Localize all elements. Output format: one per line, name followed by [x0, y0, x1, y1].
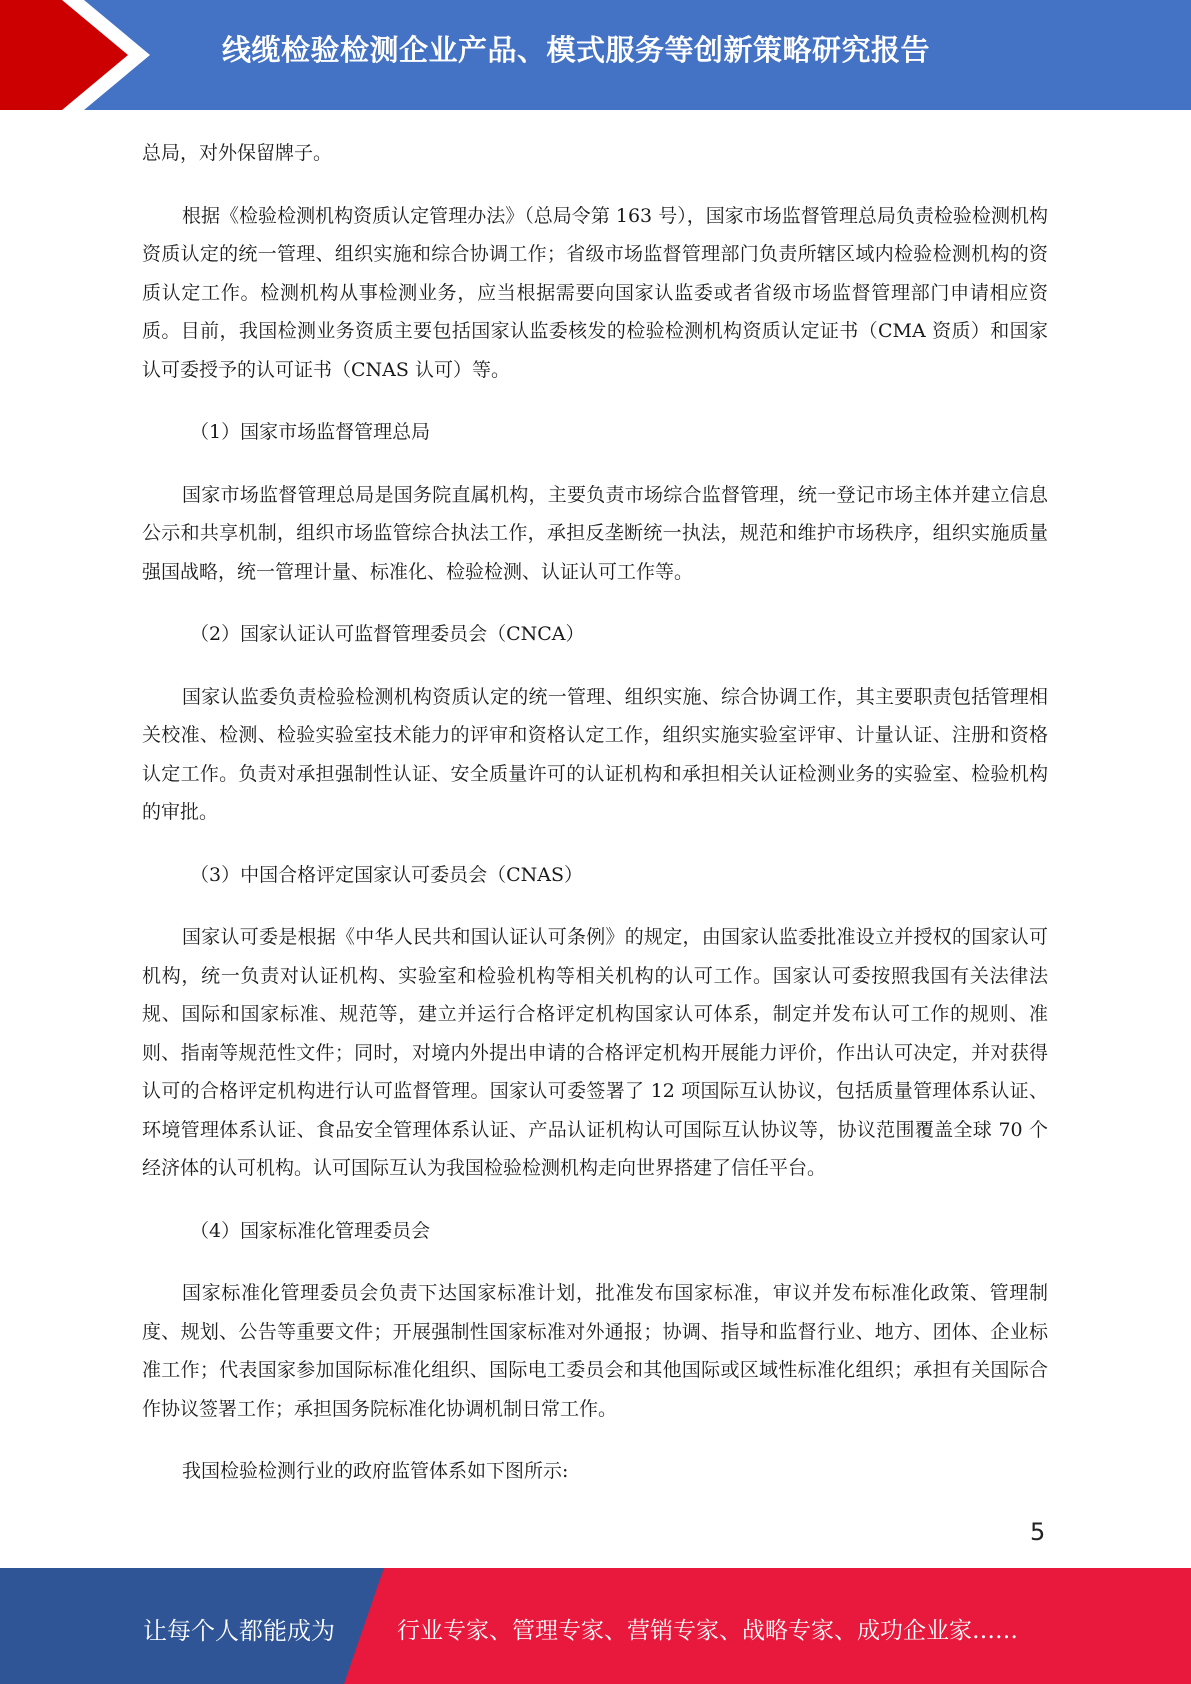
page-footer	[0, 1568, 1191, 1684]
paragraph-samr: 国家市场监督管理总局是国务院直属机构，主要负责市场综合监督管理，统一登记市场主体并建立信息公示和共享机制，组织市场监管综合执法工作，承担反垄断统一执法，规范和维护市场秩序，组织实施质量强国战略，统一管理计量、标准化、检验检测、认证认可工作等。	[142, 483, 1048, 583]
page-header	[0, 0, 1191, 110]
section-heading-cnca: （2）国家认证认可监督管理委员会（CNCA）	[190, 623, 585, 645]
paragraph-continuation: 总局，对外保留牌子。	[142, 142, 333, 164]
paragraph-cnas: 国家认可委是根据《中华人民共和国认证认可条例》的规定，由国家认监委批准设立并授权的国家认可机构，统一负责对认证机构、实验室和检验机构等相关机构的认可工作。国家认可委按照我国有关法律法规、国际和国家标准、规范等，建立并运行合格评定机构国家认可体系，制定并发布认可工作的规则、准则、指南等规范性文件；同时，对境内外提出申请的合格评定机构开展能力评价，作出认可决定，并对获得认可的合格评定机构进行认可监督管理。国家认可委签署了 12 项国际互认协议，包括质量管理体系认证、环境管理体系认证、食品安全管理体系认证、产品认证机构认可国际互认协议等，协议范围覆盖全球 70 个经济体的认可机构。认可国际互认为我国检验检测机构走向世界搭建了信任平台。	[142, 926, 1048, 1179]
section-heading-samr: （1）国家市场监督管理总局	[190, 421, 431, 443]
paragraph-qualification-rules: 根据《检验检测机构资质认定管理办法》（总局令第 163 号），国家市场监督管理总局负责检验检测机构资质认定的统一管理、组织实施和综合协调工作；省级市场监督管理部门负责所辖区域内检验检测机构的资质认定工作。检测机构从事检测业务，应当根据需要向国家认监委或者省级市场监督管理部门申请相应资质。目前，我国检测业务资质主要包括国家认监委核发的检验检测机构资质认定证书（CMA 资质）和国家认可委授予的认可证书（CNAS 认可）等。	[142, 204, 1048, 381]
paragraph-figure-intro: 我国检验检测行业的政府监管体系如下图所示:	[182, 1460, 569, 1482]
footer-slogan-right: 行业专家、管理专家、营销专家、战略专家、成功企业家……	[397, 1618, 1018, 1644]
page-number: 5	[1030, 1518, 1046, 1546]
paragraph-cnca: 国家认监委负责检验检测机构资质认定的统一管理、组织实施、综合协调工作，其主要职责包括管理相关校准、检测、检验实验室技术能力的评审和资格认定工作，组织实施实验室评审、计量认证、注册和资格认定工作。负责对承担强制性认证、安全质量许可的认证机构和承担相关认证检测业务的实验室、检验机构的审批。	[142, 685, 1048, 823]
section-heading-sac: （4）国家标准化管理委员会	[190, 1219, 431, 1242]
footer-slogan-left: 让每个人都能成为	[143, 1617, 335, 1645]
paragraph-sac: 国家标准化管理委员会负责下达国家标准计划，批准发布国家标准，审议并发布标准化政策、管理制度、规划、公告等重要文件；开展强制性国家标准对外通报；协调、指导和监督行业、地方、团体、企业标准工作；代表国家参加国际标准化组织、国际电工委员会和其他国际或区域性标准化组织；承担有关国际合作协议签署工作；承担国务院标准化协调机制日常工作。	[142, 1282, 1048, 1420]
report-title: 线缆检验检测企业产品、模式服务等创新策略研究报告	[222, 33, 931, 67]
document-body	[142, 134, 1048, 1491]
section-heading-cnas: （3）中国合格评定国家认可委员会（CNAS）	[190, 863, 583, 886]
